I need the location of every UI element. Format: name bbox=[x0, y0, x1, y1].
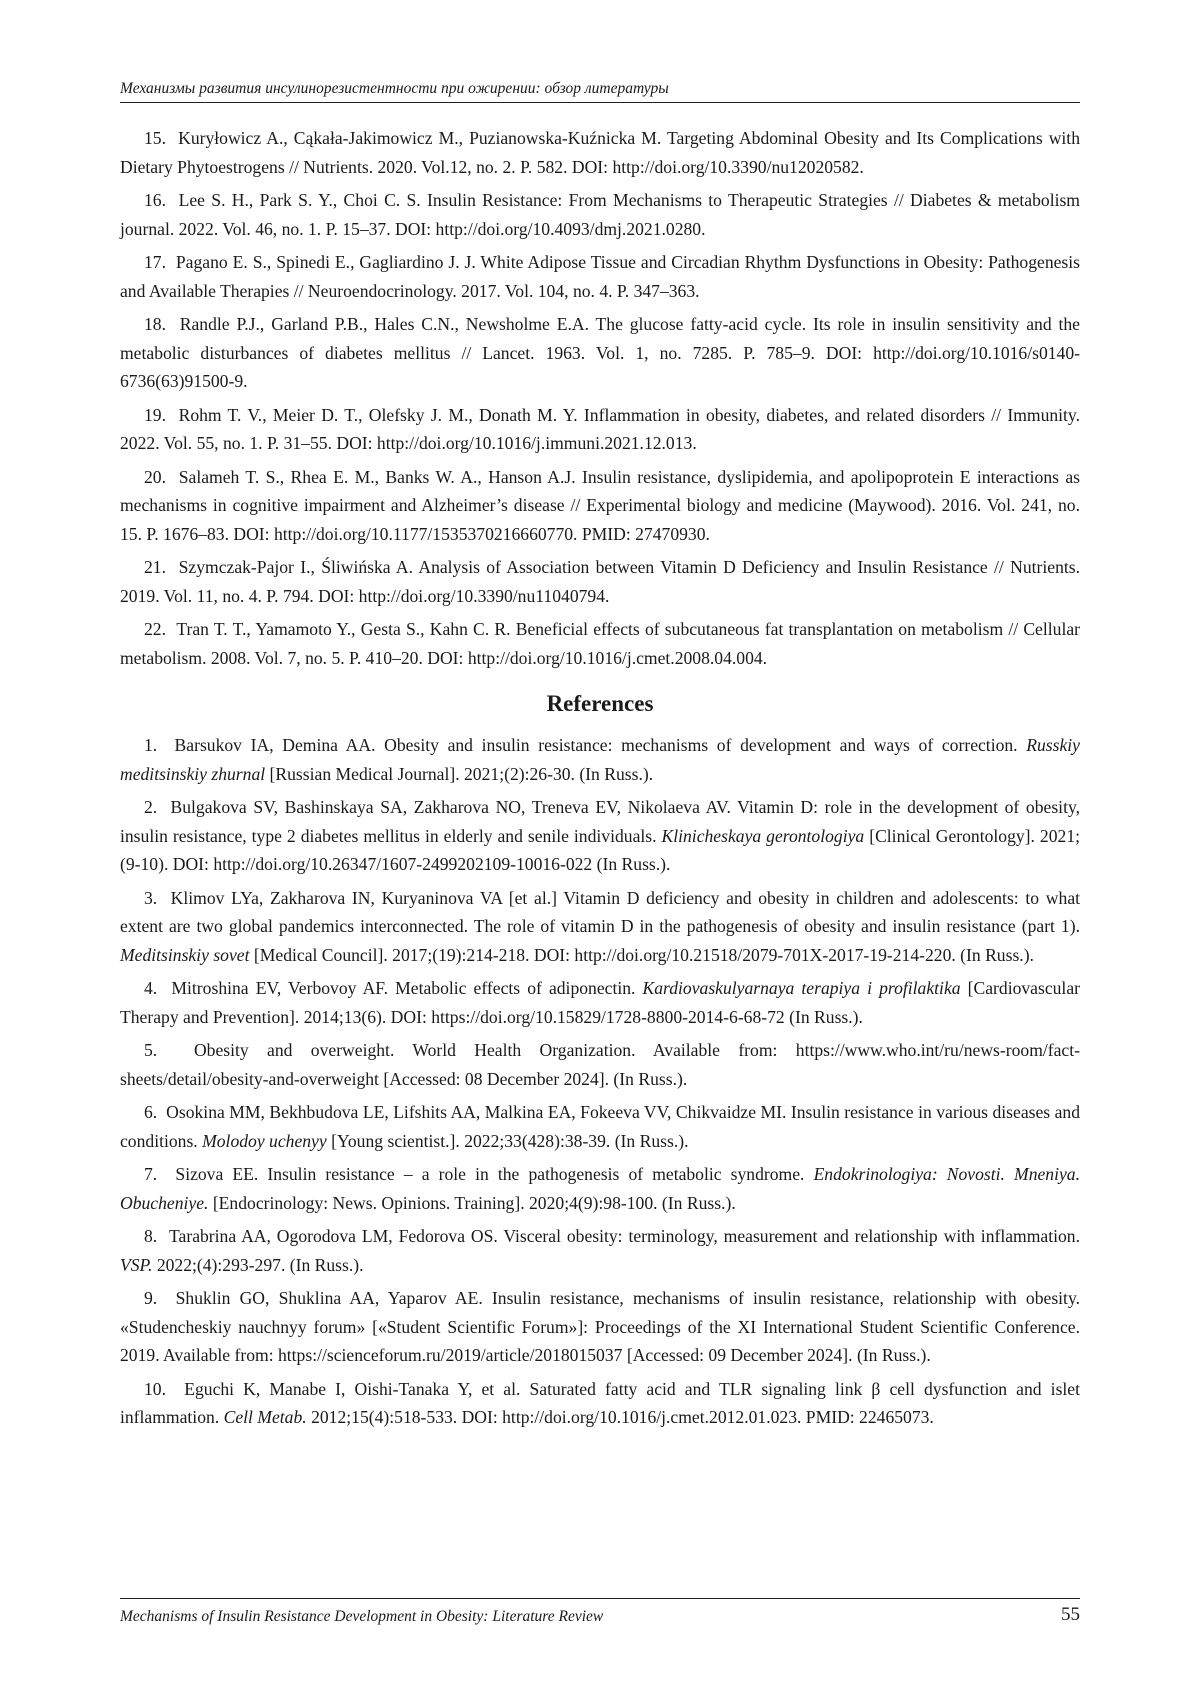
journal-title: Meditsinskiy sovet bbox=[120, 944, 250, 965]
reference-entry bbox=[120, 974, 1080, 1031]
reference-entry bbox=[120, 884, 1080, 970]
reference-text: Szymczak-Pajor I., Śliwińska A. Analysis of Association between Vitamin D Deficiency and Insulin Resistance // Nutrients. 2019. Vol. 11, no. 4. P. 794. DOI: http://doi.org/10.3390/nu11040794. bbox=[120, 557, 1081, 606]
reference-text: Barsukov IA, Demina AA. Obesity and insulin resistance: mechanisms of development and ways of correction. bbox=[174, 735, 1027, 755]
reference-entry bbox=[120, 553, 1080, 610]
reference-number: 5. bbox=[144, 1040, 158, 1060]
journal-title: Russkiy meditsinskiy zhurnal bbox=[120, 735, 1080, 784]
reference-number: 18. bbox=[144, 314, 166, 334]
reference-entry bbox=[120, 793, 1080, 879]
reference-entry bbox=[120, 1375, 1080, 1432]
header-rule bbox=[120, 102, 1080, 103]
footer-rule bbox=[120, 1598, 1080, 1599]
reference-text-cont: [Young scientist.]. 2022;33(428):38-39. (In Russ.). bbox=[326, 1130, 689, 1151]
running-head: Механизмы развития инсулинорезистентности при ожирении: обзор литературы bbox=[120, 80, 669, 97]
reference-text: Tran T. T., Yamamoto Y., Gesta S., Kahn C. R. Beneficial effects of subcutaneous fat transplantation on metabolism // Cellular metabolism. 2008. Vol. 7, no. 5. P. 410–20. DOI: http://doi.org/10.1016/j.cmet.2008.04.004. bbox=[120, 619, 1080, 668]
page-number: 55 bbox=[1061, 1604, 1080, 1625]
reference-number: 8. bbox=[144, 1226, 158, 1246]
reference-text: Eguchi K, Manabe I, Oishi-Tanaka Y, et al. Saturated fatty acid and TLR signaling link β cell dysfunction and islet inflammation. bbox=[120, 1378, 1081, 1427]
reference-number: 16. bbox=[144, 190, 166, 210]
journal-title: Kardiovaskulyarnaya terapiya i profilaktika bbox=[642, 978, 961, 998]
journal-title: Endokrinologiya: Novosti. Mneniya. Obucheniye. bbox=[120, 1164, 1080, 1213]
reference-text: Salameh T. S., Rhea E. M., Banks W. A., Hanson A.J. Insulin resistance, dyslipidemia, and apolipoprotein E interactions as mechanisms in cognitive impairment and Alzheimer’s disease // Experimental biology and medicine (Maywood). 2016. Vol. 241, no. 15. P. 1676–83. DOI: http://doi.org/10.1177/1535370216660770. PMID: 27470930. bbox=[120, 466, 1081, 544]
reference-number: 7. bbox=[144, 1164, 158, 1184]
reference-entry bbox=[120, 1036, 1080, 1093]
reference-entry bbox=[120, 1160, 1080, 1217]
journal-title: Cell Metab. bbox=[223, 1407, 307, 1427]
reference-entry bbox=[120, 1222, 1080, 1279]
reference-entry bbox=[120, 401, 1080, 458]
journal-title: Klinicheskaya gerontologiya bbox=[661, 825, 865, 846]
reference-number: 17. bbox=[144, 252, 166, 272]
reference-text: Tarabrina AA, Ogorodova LM, Fedorova OS. Visceral obesity: terminology, measurement and relationship with inflammation. bbox=[169, 1226, 1080, 1246]
page-content bbox=[120, 124, 1080, 1437]
reference-list-english bbox=[120, 731, 1080, 1432]
reference-text-cont: [Clinical Gerontology]. 2021;(9-10). DOI: http://doi.org/10.26347/1607-2499202109-10016-022 (In Russ.). bbox=[120, 825, 1081, 874]
reference-entry bbox=[120, 186, 1080, 243]
reference-text: Lee S. H., Park S. Y., Choi C. S. Insulin Resistance: From Mechanisms to Therapeutic Strategies // Diabetes & metabolism journal. 2022. Vol. 46, no. 1. P. 15–37. DOI: http://doi.org/10.4093/dmj.2021.0280. bbox=[120, 190, 1080, 239]
reference-number: 15. bbox=[144, 128, 166, 148]
reference-text: Osokina MM, Bekhbudova LE, Lifshits AA, Malkina EA, Fokeeva VV, Chikvaidze MI. Insulin resistance in various diseases and conditions. bbox=[120, 1102, 1081, 1151]
reference-entry bbox=[120, 124, 1080, 181]
reference-text: Rohm T. V., Meier D. T., Olefsky J. M., Donath M. Y. Inflammation in obesity, diabetes, and related disorders // Immunity. 2022. Vol. 55, no. 1. P. 31–55. DOI: http://doi.org/10.1016/j.immuni.2021.12.013. bbox=[120, 404, 1080, 453]
reference-text-cont: [Medical Council]. 2017;(19):214-218. DOI: http://doi.org/10.21518/2079-701X-2017-19-214-220. (In Russ.). bbox=[249, 944, 1034, 965]
reference-text: Randle P.J., Garland P.B., Hales C.N., Newsholme E.A. The glucose fatty-acid cycle. Its role in insulin sensitivity and the metabolic disturbances of diabetes mellitus // Lancet. 1963. Vol. 1, no. 7285. P. 785–9. DOI: http://doi.org/10.1016/s0140-6736(63)91500-9. bbox=[120, 314, 1080, 391]
journal-title: Molodoy uchenyy bbox=[202, 1130, 327, 1151]
reference-number: 22. bbox=[144, 619, 166, 639]
reference-entry bbox=[120, 731, 1080, 788]
reference-text: Sizova EE. Insulin resistance – a role in the pathogenesis of metabolic syndrome. bbox=[175, 1164, 814, 1184]
reference-text: Bulgakova SV, Bashinskaya SA, Zakharova NO, Treneva EV, Nikolaeva AV. Vitamin D: role in the development of obesity, insulin resistance, type 2 diabetes mellitus in elderly and senile individuals. bbox=[120, 797, 1081, 846]
reference-entry bbox=[120, 248, 1080, 305]
reference-text: Mitroshina EV, Verbovoy AF. Metabolic effects of adiponectin. bbox=[171, 978, 643, 998]
reference-number: 19. bbox=[144, 404, 166, 425]
reference-number: 20. bbox=[144, 466, 166, 487]
reference-entry bbox=[120, 1098, 1080, 1155]
reference-text-cont: [Cardiovascular Therapy and Prevention]. 2014;13(6). DOI: https://doi.org/10.15829/1728-8800-2014-6-68-72 (In Russ.). bbox=[120, 978, 1080, 1027]
reference-number: 4. bbox=[144, 978, 158, 998]
reference-text-cont: 2022;(4):293-297. (In Russ.). bbox=[152, 1254, 364, 1275]
reference-entry bbox=[120, 1284, 1080, 1370]
reference-number: 1. bbox=[144, 735, 158, 755]
reference-number: 9. bbox=[144, 1288, 158, 1308]
reference-entry bbox=[120, 310, 1080, 396]
reference-number: 10. bbox=[144, 1378, 166, 1399]
reference-entry bbox=[120, 615, 1080, 672]
references-heading: References bbox=[546, 691, 654, 716]
reference-text-cont: 2012;15(4):518-533. DOI: http://doi.org/10.1016/j.cmet.2012.01.023. PMID: 22465073. bbox=[306, 1407, 934, 1427]
reference-text: Pagano E. S., Spinedi E., Gagliardino J. J. White Adipose Tissue and Circadian Rhythm Dysfunctions in Obesity: Pathogenesis and Available Therapies // Neuroendocrinology. 2017. Vol. 104, no. 4. P. 347–363. bbox=[120, 252, 1081, 301]
reference-entry bbox=[120, 463, 1080, 549]
reference-number: 3. bbox=[144, 887, 158, 908]
reference-text: Obesity and overweight. World Health Organization. Available from: https://www.who.int/ru/news-room/fact-sheets/detail/obesity-and-overweight [Accessed: 08 December 2024]. (In Russ.). bbox=[120, 1040, 1080, 1089]
reference-text: Kuryłowicz A., Cąkała-Jakimowicz M., Puzianowska-Kuźnicka M. Targeting Abdominal Obesity and Its Complications with Dietary Phytoestrogens // Nutrients. 2020. Vol.12, no. 2. P. 582. DOI: http://doi.org/10.3390/nu12020582. bbox=[120, 128, 1080, 177]
reference-text: Shuklin GO, Shuklina AA, Yaparov AE. Insulin resistance, mechanisms of insulin resistance, relationship with obesity. «Studencheskiy nauchnyy forum» [«Student Scientific Forum»]: Proceedings of the XI International Student Scientific Conference. 2019. Available from: https://scienceforum.ru/2019/article/2018015037 [Accessed: 09 December 2024]. (In Russ.). bbox=[120, 1288, 1080, 1365]
reference-number: 6. bbox=[144, 1102, 158, 1122]
reference-number: 2. bbox=[144, 797, 158, 817]
reference-text-cont: [Endocrinology: News. Opinions. Training]. 2020;4(9):98-100. (In Russ.). bbox=[208, 1192, 736, 1213]
reference-list-russian bbox=[120, 124, 1080, 672]
footer-title: Mechanisms of Insulin Resistance Development in Obesity: Literature Review bbox=[120, 1608, 604, 1625]
reference-text: Klimov LYa, Zakharova IN, Kuryaninova VA [et al.] Vitamin D deficiency and obesity in children and adolescents: to what extent are two global pandemics interconnected. The role of vitamin D in the pathogenesis of obesity and insulin resistance (part 1). bbox=[120, 887, 1081, 936]
journal-title: VSP. bbox=[120, 1254, 153, 1275]
reference-text-cont: [Russian Medical Journal]. 2021;(2):26-30. (In Russ.). bbox=[265, 763, 654, 784]
reference-number: 21. bbox=[144, 557, 166, 577]
